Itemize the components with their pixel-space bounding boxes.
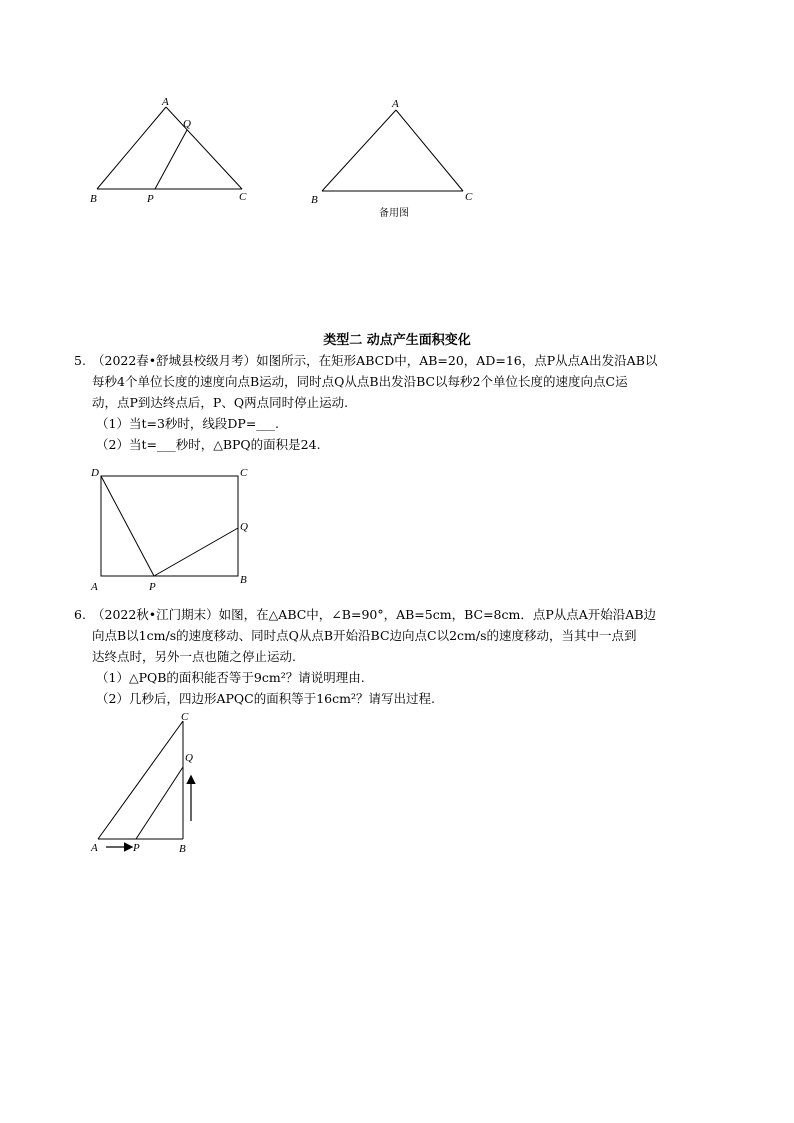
problem-5-text [74, 350, 724, 413]
fig4-label-q: Q [185, 752, 193, 764]
fig1-label-b: B [90, 193, 97, 205]
fig4-label-p: P [133, 842, 140, 854]
fig4-label-c: C [181, 711, 189, 723]
problem-5-number: 5. [74, 353, 86, 368]
fig4-label-a: A [91, 842, 98, 854]
problem-6-question-1: （1）△PQB的面积能否等于9cm²？请说明理由. [96, 670, 365, 685]
problem-6-text [74, 604, 724, 667]
problem-5-line-1 [74, 350, 724, 371]
fig3-label-p: P [149, 581, 156, 593]
fig3-label-b: B [240, 574, 247, 586]
fig3-label-q: Q [240, 521, 248, 533]
fig2-label-a: A [392, 98, 399, 110]
problem-5-line-2: 每秒4个单位长度的速度向点B运动，同时点Q从点B出发沿BC以每秒2个单位长度的速度向点C运 [92, 374, 628, 389]
fig1-label-q: Q [183, 118, 191, 130]
problem-5-question-1: （1）当t=3秒时，线段DP=___. [96, 416, 280, 431]
fig4-label-b: B [179, 843, 186, 855]
fig3-label-c: C [240, 467, 248, 479]
fig1-label-p: P [147, 193, 154, 205]
problem-6-line-3: 达终点时，另外一点也随之停止运动. [92, 649, 296, 664]
fig2-label-c: C [465, 191, 473, 203]
problem-6-question-2: （2）几秒后，四边形APQC的面积等于16cm²？请写出过程. [96, 691, 435, 706]
fig2-caption: 备用图 [379, 208, 409, 219]
problem-6-line-1 [74, 604, 724, 625]
fig3-label-a: A [91, 581, 98, 593]
problem-5-line-1-text: （2022春•舒城县校级月考）如图所示，在矩形ABCD中，AB=20，AD=16，点P从点A出发沿AB以 [92, 353, 658, 368]
problem-6-line-2: 向点B以1cm/s的速度移动、同时点Q从点B开始沿BC边向点C以2cm/s的速度移动，当其中一点到 [92, 628, 637, 643]
figure-1-triangle-pq [80, 95, 260, 210]
problem-5-line-3: 动，点P到达终点后，P、Q两点同时停止运动. [92, 395, 349, 410]
section-title: 类型二 动点产生面积变化 [323, 333, 471, 348]
fig1-label-c: C [239, 191, 247, 203]
problem-5-question-2: （2）当t=___秒时，△BPQ的面积是24. [96, 437, 321, 452]
problem-6-number: 6. [74, 607, 86, 622]
fig1-label-a: A [162, 96, 169, 108]
fig2-label-b: B [311, 194, 318, 206]
figure-3-rectangle-abcd [85, 462, 260, 594]
problem-6-line-1-text: （2022秋•江门期末）如图，在△ABC中，∠B=90°，AB=5cm，BC=8cm．点P从点A开始沿AB边 [92, 607, 657, 622]
figure-2-spare-triangle [305, 95, 485, 225]
fig3-label-d: D [91, 467, 99, 479]
figure-4-right-triangle [85, 708, 205, 860]
